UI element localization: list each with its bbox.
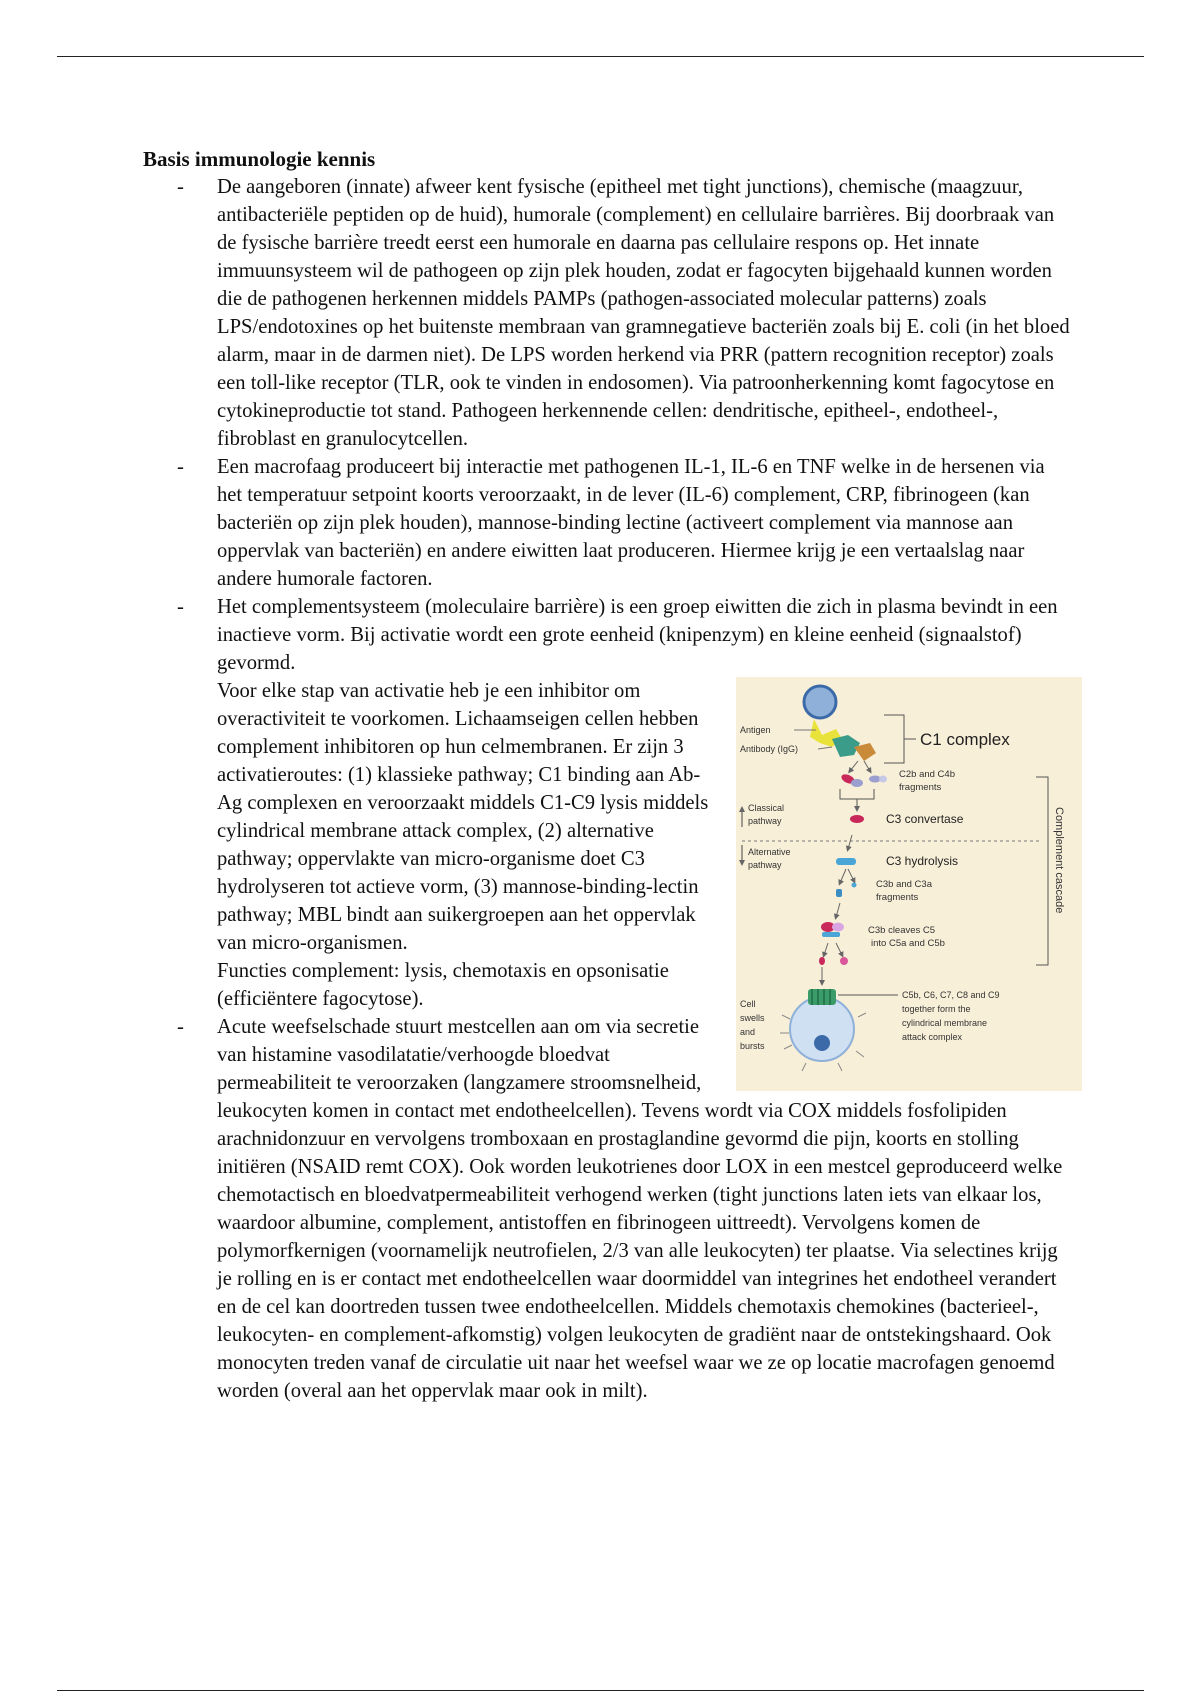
label-classical: Classical xyxy=(748,803,785,813)
label-mac-cylindrical: cylindrical membrane xyxy=(902,1018,988,1028)
label-c5a-c5b: into C5a and C5b xyxy=(871,938,945,949)
c1-molecule-icon xyxy=(832,735,860,757)
bullet-dash: - xyxy=(177,176,184,198)
label-complement-cascade: Complement cascade xyxy=(1053,807,1065,914)
label-cell: Cell xyxy=(740,999,756,1009)
list-item xyxy=(143,593,1073,1051)
label-swells: swells xyxy=(740,1013,765,1023)
label-c3-convertase: C3 convertase xyxy=(886,812,964,826)
footer-rule xyxy=(57,1690,1144,1691)
label-c1-complex: C1 complex xyxy=(920,730,1010,749)
paragraph-complement-functions: Functies complement: lysis, chemotaxis en opsonisatie (efficiëntere fagocytose). xyxy=(217,960,669,1010)
antigen-cell-icon xyxy=(804,686,836,718)
label-alternative: Alternative xyxy=(748,847,791,857)
label-c3-hydrolysis: C3 hydrolysis xyxy=(886,854,959,868)
label-mac-components: C5b, C6, C7, C8 and C9 xyxy=(902,990,1000,1000)
label-c2b-c4b-fragments: fragments xyxy=(899,782,942,793)
list-item xyxy=(143,1013,1073,1405)
label-bursts: bursts xyxy=(740,1041,765,1051)
list-item xyxy=(143,173,1073,453)
content xyxy=(143,173,1073,1405)
header-rule xyxy=(57,56,1144,57)
paragraph-innate-defense: De aangeboren (innate) afweer kent fysische (epitheel met tight junctions), chemische (maagzuur, antibacteriële peptiden op de huid), humorale (complement) en cellulaire barrières. Bij doorbraak van de fysische barrière treedt eerst een humorale en daarna pas cellulaire respons op. Het innate immuunsysteem wil de pathogeen op zijn plek houden, zodat er fagocyten bijgehaald kunnen worden die de pathogenen herkennen middels PAMPs (pathogen-associated molecular patterns) zoals LPS/endotoxines op het buitenste membraan van gramnegatieve bacteriën zoals bij E. coli (in het bloed alarm, maar in de darmen niet). De LPS worden herkend via PRR (pattern recognition receptor) zoals een toll-like receptor (TLR, ook te vinden in endosomen). Via patroonherkenning komt fagocytose en cytokineproductie tot stand. Pathogeen herkennende cellen: dendritische, epitheel-, endotheel-, fibroblast en granulocytcellen. xyxy=(217,176,1070,450)
label-antigen: Antigen xyxy=(740,725,771,735)
label-c2b-c4b: C2b and C4b xyxy=(899,769,955,780)
label-antibody: Antibody (IgG) xyxy=(740,744,799,754)
paragraph-macrophage: Een macrofaag produceert bij interactie met pathogenen IL-1, IL-6 en TNF welke in de hersenen via het temperatuur setpoint koorts veroorzaakt, in de lever (IL-6) complement, CRP, fibrinogeen (kan bacteriën op zijn plek houden), mannose-binding lectine (activeert complement via mannose aan oppervlak van bacteriën) en andere eiwitten laat produceren. Hiermee krijg je een vertaalslag naar andere humorale factoren. xyxy=(217,456,1045,590)
paragraph-acute-inflammation: Acute weefselschade stuurt mestcellen aan om via secretie van histamine vasodilatatie/verhoogde bloedvat permeabiliteit te veroorzaken (langzamere stroomsnelheid, leukocyten komen in contact met endotheelcellen). Tevens wordt via COX middels fosfolipiden arachnidonzuur en vervolgens tromboxaan en prostaglandine gevormd die pijn, koorts en stolling initiëren (NSAID remt COX). Ook worden leukotrienes door LOX in een mestcel geproduceerd welke chemotactisch en bloedvatpermeabiliteit verhogend werken (tight junctions laten iets van elkaar los, waardoor albumine, complement, antistoffen en fibrinogeen uittreedt). Vervolgens komen de polymorfkernigen (voornamelijk neutrofielen, 2/3 van alle leukocyten) ter plaatse. Via selectines krijg je rolling en is er contact met endotheelcellen waar doormiddel van integrines het endotheel verandert en de cel kan doortreden tussen twee endotheelcellen. Middels chemotaxis chemokines (bacterieel-, leukocyten- en complement-afkomstig) volgen leukocyten de gradiënt naar de ontstekingshaard. Ook monocyten treden vanaf de circulatie uit naar het weefsel waar we ze op locatie macrofagen genoemd worden (overal aan het oppervlak maar ook in milt). xyxy=(217,1016,1063,1402)
label-c3b-cleaves: C3b cleaves C5 xyxy=(868,925,936,936)
bullet-dash: - xyxy=(177,1016,184,1038)
label-mac-attack: attack complex xyxy=(902,1032,963,1042)
bullet-dash: - xyxy=(177,596,184,618)
label-c3b-c3a-fragments: fragments xyxy=(876,892,919,903)
complement-intro-text: Het complementsysteem (moleculaire barrière) is een groep eiwitten die zich in plasma bevindt in een inactieve vorm. Bij activatie wordt een grote eenheid (knipenzym) en kleine eenheid (signaalstof) gevormd. xyxy=(217,596,1058,674)
label-classical-pathway: pathway xyxy=(748,816,782,826)
label-alternative-pathway: pathway xyxy=(748,860,782,870)
label-mac-together: together form the xyxy=(902,1004,971,1014)
label-c3b-c3a: C3b and C3a xyxy=(876,879,932,890)
paragraph-complement-intro xyxy=(217,593,1073,677)
label-and: and xyxy=(740,1027,756,1037)
list-item xyxy=(143,453,1073,593)
paragraph-complement-routes: Voor elke stap van activatie heb je een inhibitor om overactiviteit te voorkomen. Lichaamseigen cellen hebben complement inhibitoren op hun celmembranen. Er zijn 3 activatieroutes: (1) klassieke pathway; C1 binding aan Ab-Ag complexen en veroorzaakt middels C1-C9 lysis middels cylindrical membrane attack complex, (2) alternative pathway; oppervlakte van micro-organisme doet C3 hydrolyseren tot actieve vorm, (3) mannose-binding-lectin pathway; MBL bindt aan suikergroepen aan het oppervlak van micro-organismen. xyxy=(217,680,709,954)
page-title: Basis immunologie kennis xyxy=(143,147,376,171)
bullet-dash: - xyxy=(177,456,184,478)
